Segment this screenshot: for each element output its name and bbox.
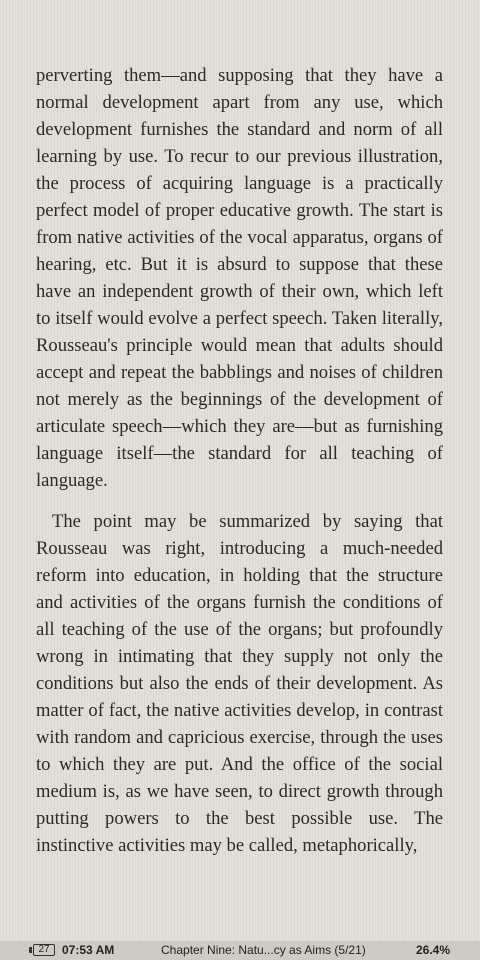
chapter-title[interactable]: Chapter Nine: Natu...cy as Aims (5/21)	[161, 943, 366, 957]
paragraph-2: The point may be summarized by saying that Rousseau was right, introducing a much-needed reform into education, in holding that the structure and activities of the organs furnish the conditions of all teaching of the use of the organs; but profoundly wrong in intimating that they supply not only the conditions but also the ends of their development. As matter of fact, the native activities develop, in contrast with random and capricious exercise, through the uses to which they are put. And the office of the social medium is, as we have seen, to direct growth through putting powers to the best possible use. The instinctive activities may be called, metaphorically,	[36, 511, 443, 856]
reader-page[interactable]	[36, 62, 443, 900]
reading-progress: 26.4%	[416, 943, 451, 957]
paragraph-1: perverting them—and supposing that they have a normal development apart from any use, which development furnishes the standard and norm of all learning by use. To recur to our previous illustration, the process of acquiring language is a practically perfect model of proper educative growth. The start is from native activities of the vocal apparatus, organs of hearing, etc. But it is absurd to suppose that these have an independent growth of their own, which left to itself would evolve a perfect speech. Taken literally, Rousseau's principle would mean that adults should accept and repeat the babblings and noises of children not merely as the beginnings of the development of articulate speech—which they are—but as furnishing language itself—the standard for all teaching of language.	[36, 65, 443, 491]
status-bar	[0, 941, 480, 960]
battery-icon: 27	[33, 944, 55, 956]
battery-cap	[29, 947, 32, 953]
clock: 07:53 AM	[62, 943, 115, 957]
